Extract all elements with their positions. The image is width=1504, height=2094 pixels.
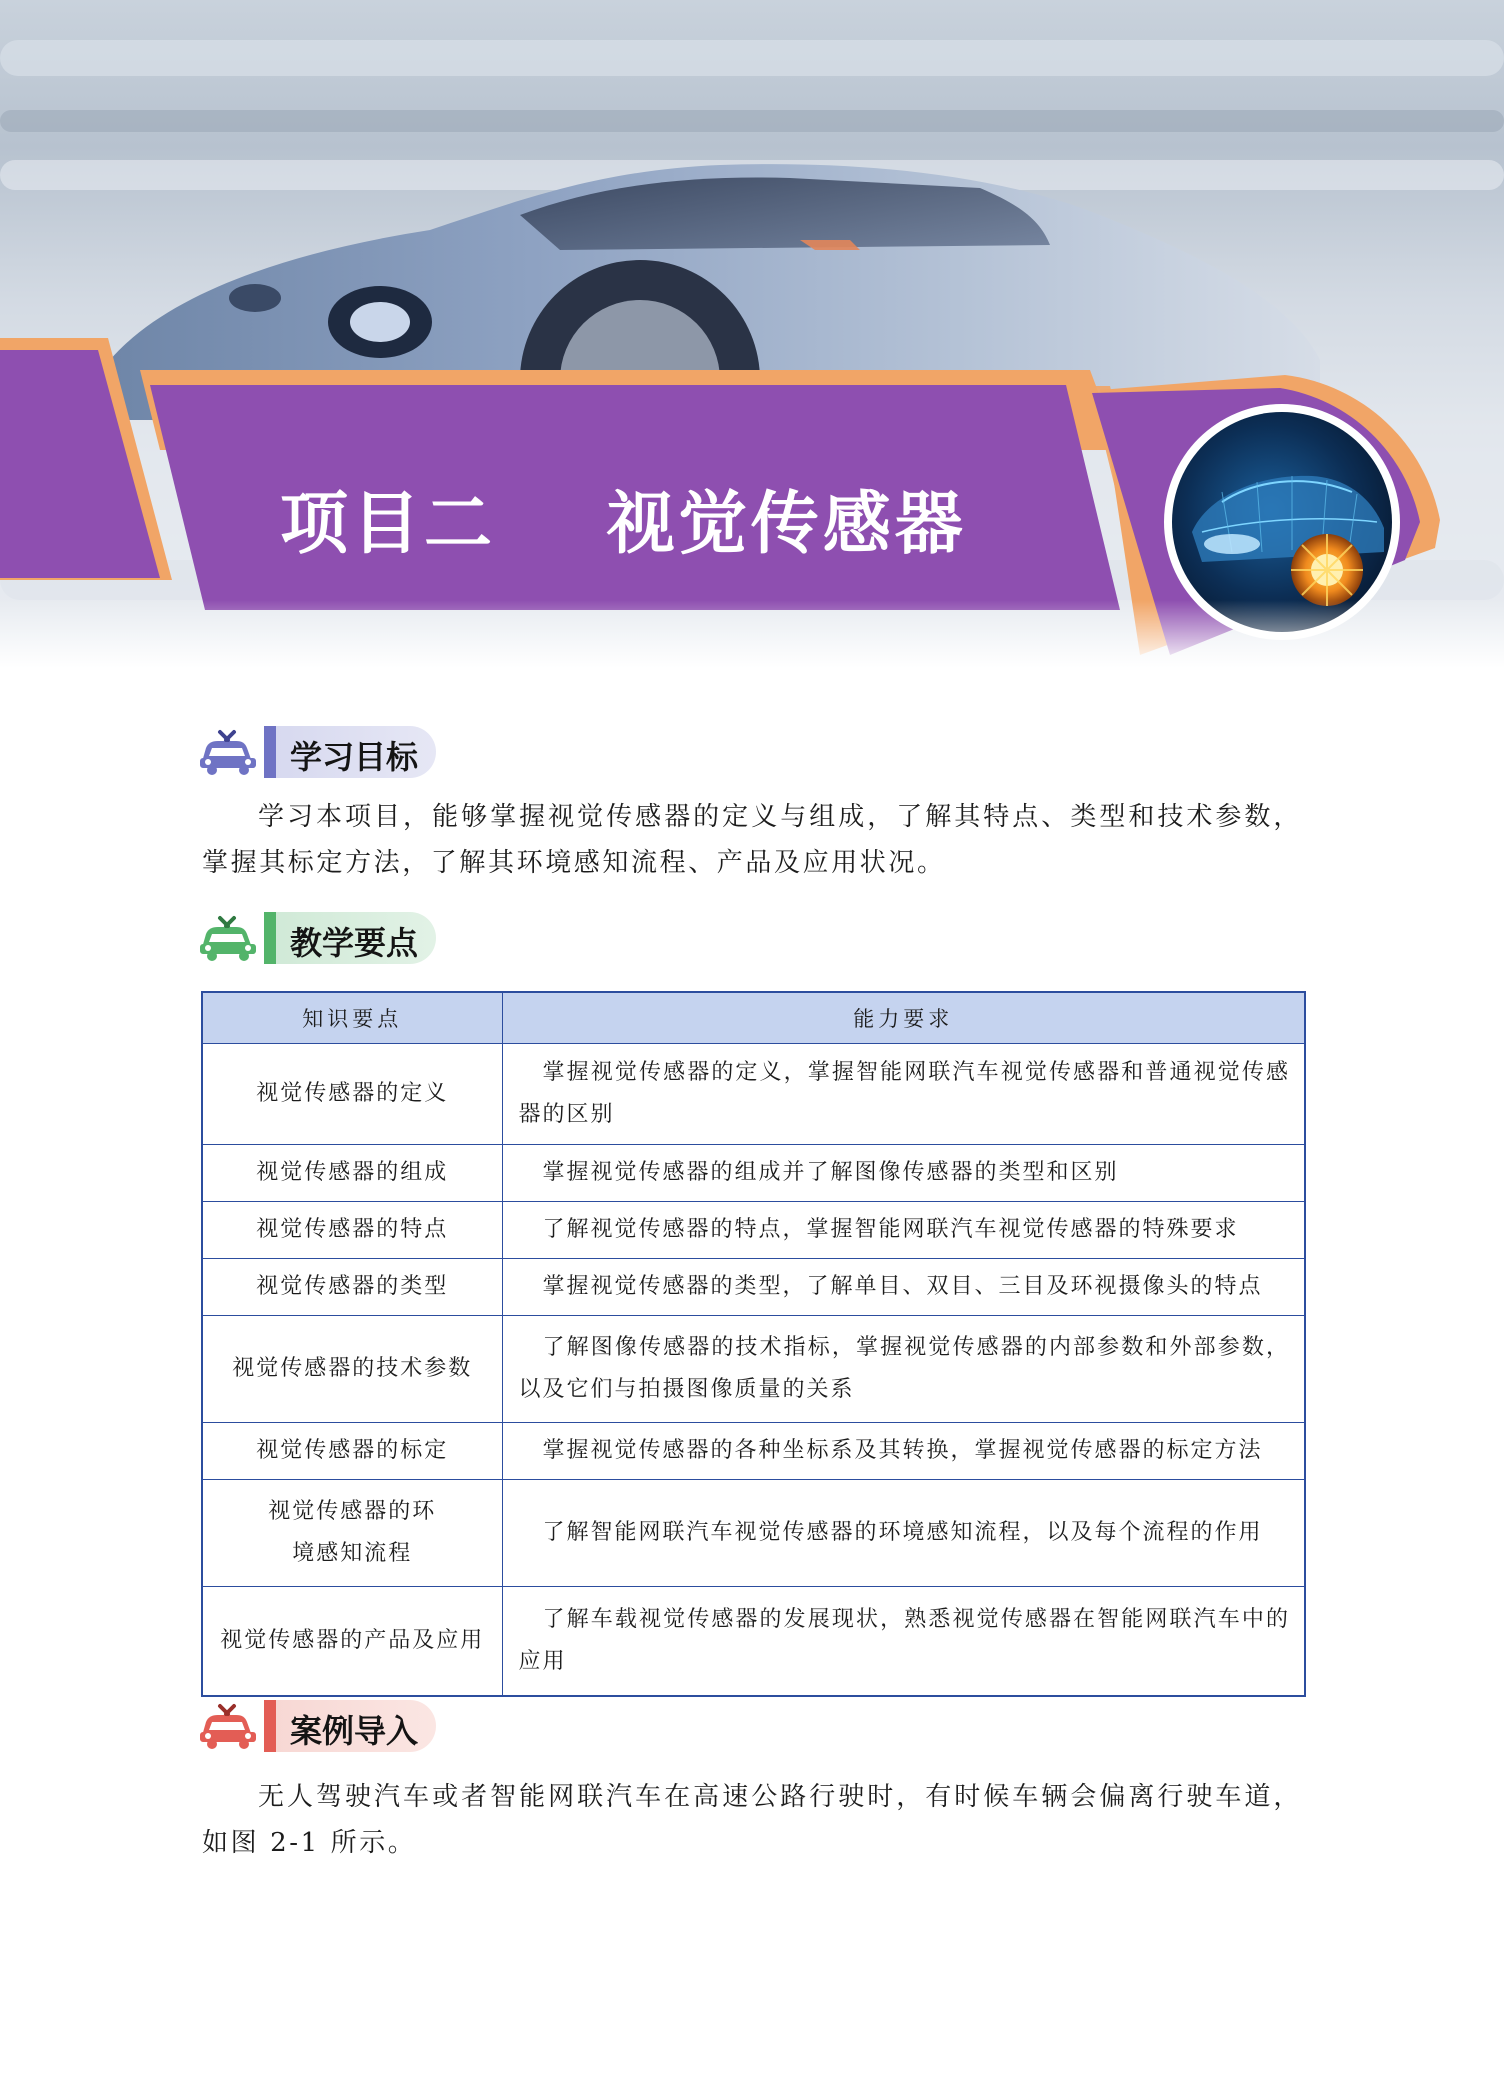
ability-cell: 掌握视觉传感器的各种坐标系及其转换，掌握视觉传感器的标定方法	[502, 1423, 1305, 1480]
header-banner	[0, 0, 1504, 668]
knowledge-cell: 视觉传感器的产品及应用	[202, 1587, 502, 1697]
heading-label: 案例导入	[290, 1712, 419, 1750]
column-header-ability: 能力要求	[502, 992, 1305, 1044]
column-header-knowledge: 知识要点	[202, 992, 502, 1044]
knowledge-cell: 视觉传感器的组成	[202, 1145, 502, 1202]
ability-cell: 掌握视觉传感器的类型，了解单目、双目、三目及环视摄像头的特点	[502, 1259, 1305, 1316]
ability-cell: 掌握视觉传感器的组成并了解图像传感器的类型和区别	[502, 1145, 1305, 1202]
ability-cell: 了解智能网联汽车视觉传感器的环境感知流程，以及每个流程的作用	[502, 1480, 1305, 1587]
table-row	[202, 1044, 1305, 1145]
knowledge-cell: 视觉传感器的特点	[202, 1202, 502, 1259]
goals-paragraph: 学习本项目，能够掌握视觉传感器的定义与组成，了解其特点、类型和技术参数，掌握其标定方法，了解其环境感知流程、产品及应用状况。	[202, 802, 1302, 878]
ability-cell: 了解车载视觉传感器的发展现状，熟悉视觉传感器在智能网联汽车中的应用	[502, 1587, 1305, 1697]
table-row	[202, 1480, 1305, 1587]
ability-cell: 了解视觉传感器的特点，掌握智能网联汽车视觉传感器的特殊要求	[502, 1202, 1305, 1259]
heading-label: 教学要点	[290, 924, 419, 962]
table-row	[202, 1202, 1305, 1259]
project-name: 视觉传感器	[606, 485, 967, 564]
knowledge-cell: 视觉传感器的技术参数	[202, 1316, 502, 1423]
car-repair-icon	[198, 1702, 260, 1750]
table-row	[202, 1587, 1305, 1697]
knowledge-cell: 视觉传感器的环境感知流程	[202, 1480, 502, 1587]
knowledge-cell: 视觉传感器的类型	[202, 1259, 502, 1316]
key-points-table	[201, 991, 1306, 1697]
car-repair-icon	[198, 728, 260, 776]
table-row	[202, 1423, 1305, 1480]
car-repair-icon	[198, 914, 260, 962]
table-header-row	[202, 992, 1305, 1044]
table-row	[202, 1316, 1305, 1423]
table-row	[202, 1145, 1305, 1202]
project-number: 项目二	[280, 485, 497, 564]
ability-cell: 掌握视觉传感器的定义，掌握智能网联汽车视觉传感器和普通视觉传感器的区别	[502, 1044, 1305, 1145]
ability-cell: 了解图像传感器的技术指标，掌握视觉传感器的内部参数和外部参数，以及它们与拍摄图像质量的关系	[502, 1316, 1305, 1423]
table-row	[202, 1259, 1305, 1316]
page-title	[280, 470, 967, 567]
knowledge-cell: 视觉传感器的定义	[202, 1044, 502, 1145]
banner-fade	[0, 600, 1504, 668]
case-paragraph: 无人驾驶汽车或者智能网联汽车在高速公路行驶时，有时候车辆会偏离行驶车道，如图 2-1 所示。	[202, 1782, 1302, 1858]
heading-label: 学习目标	[290, 738, 419, 776]
knowledge-cell: 视觉传感器的标定	[202, 1423, 502, 1480]
